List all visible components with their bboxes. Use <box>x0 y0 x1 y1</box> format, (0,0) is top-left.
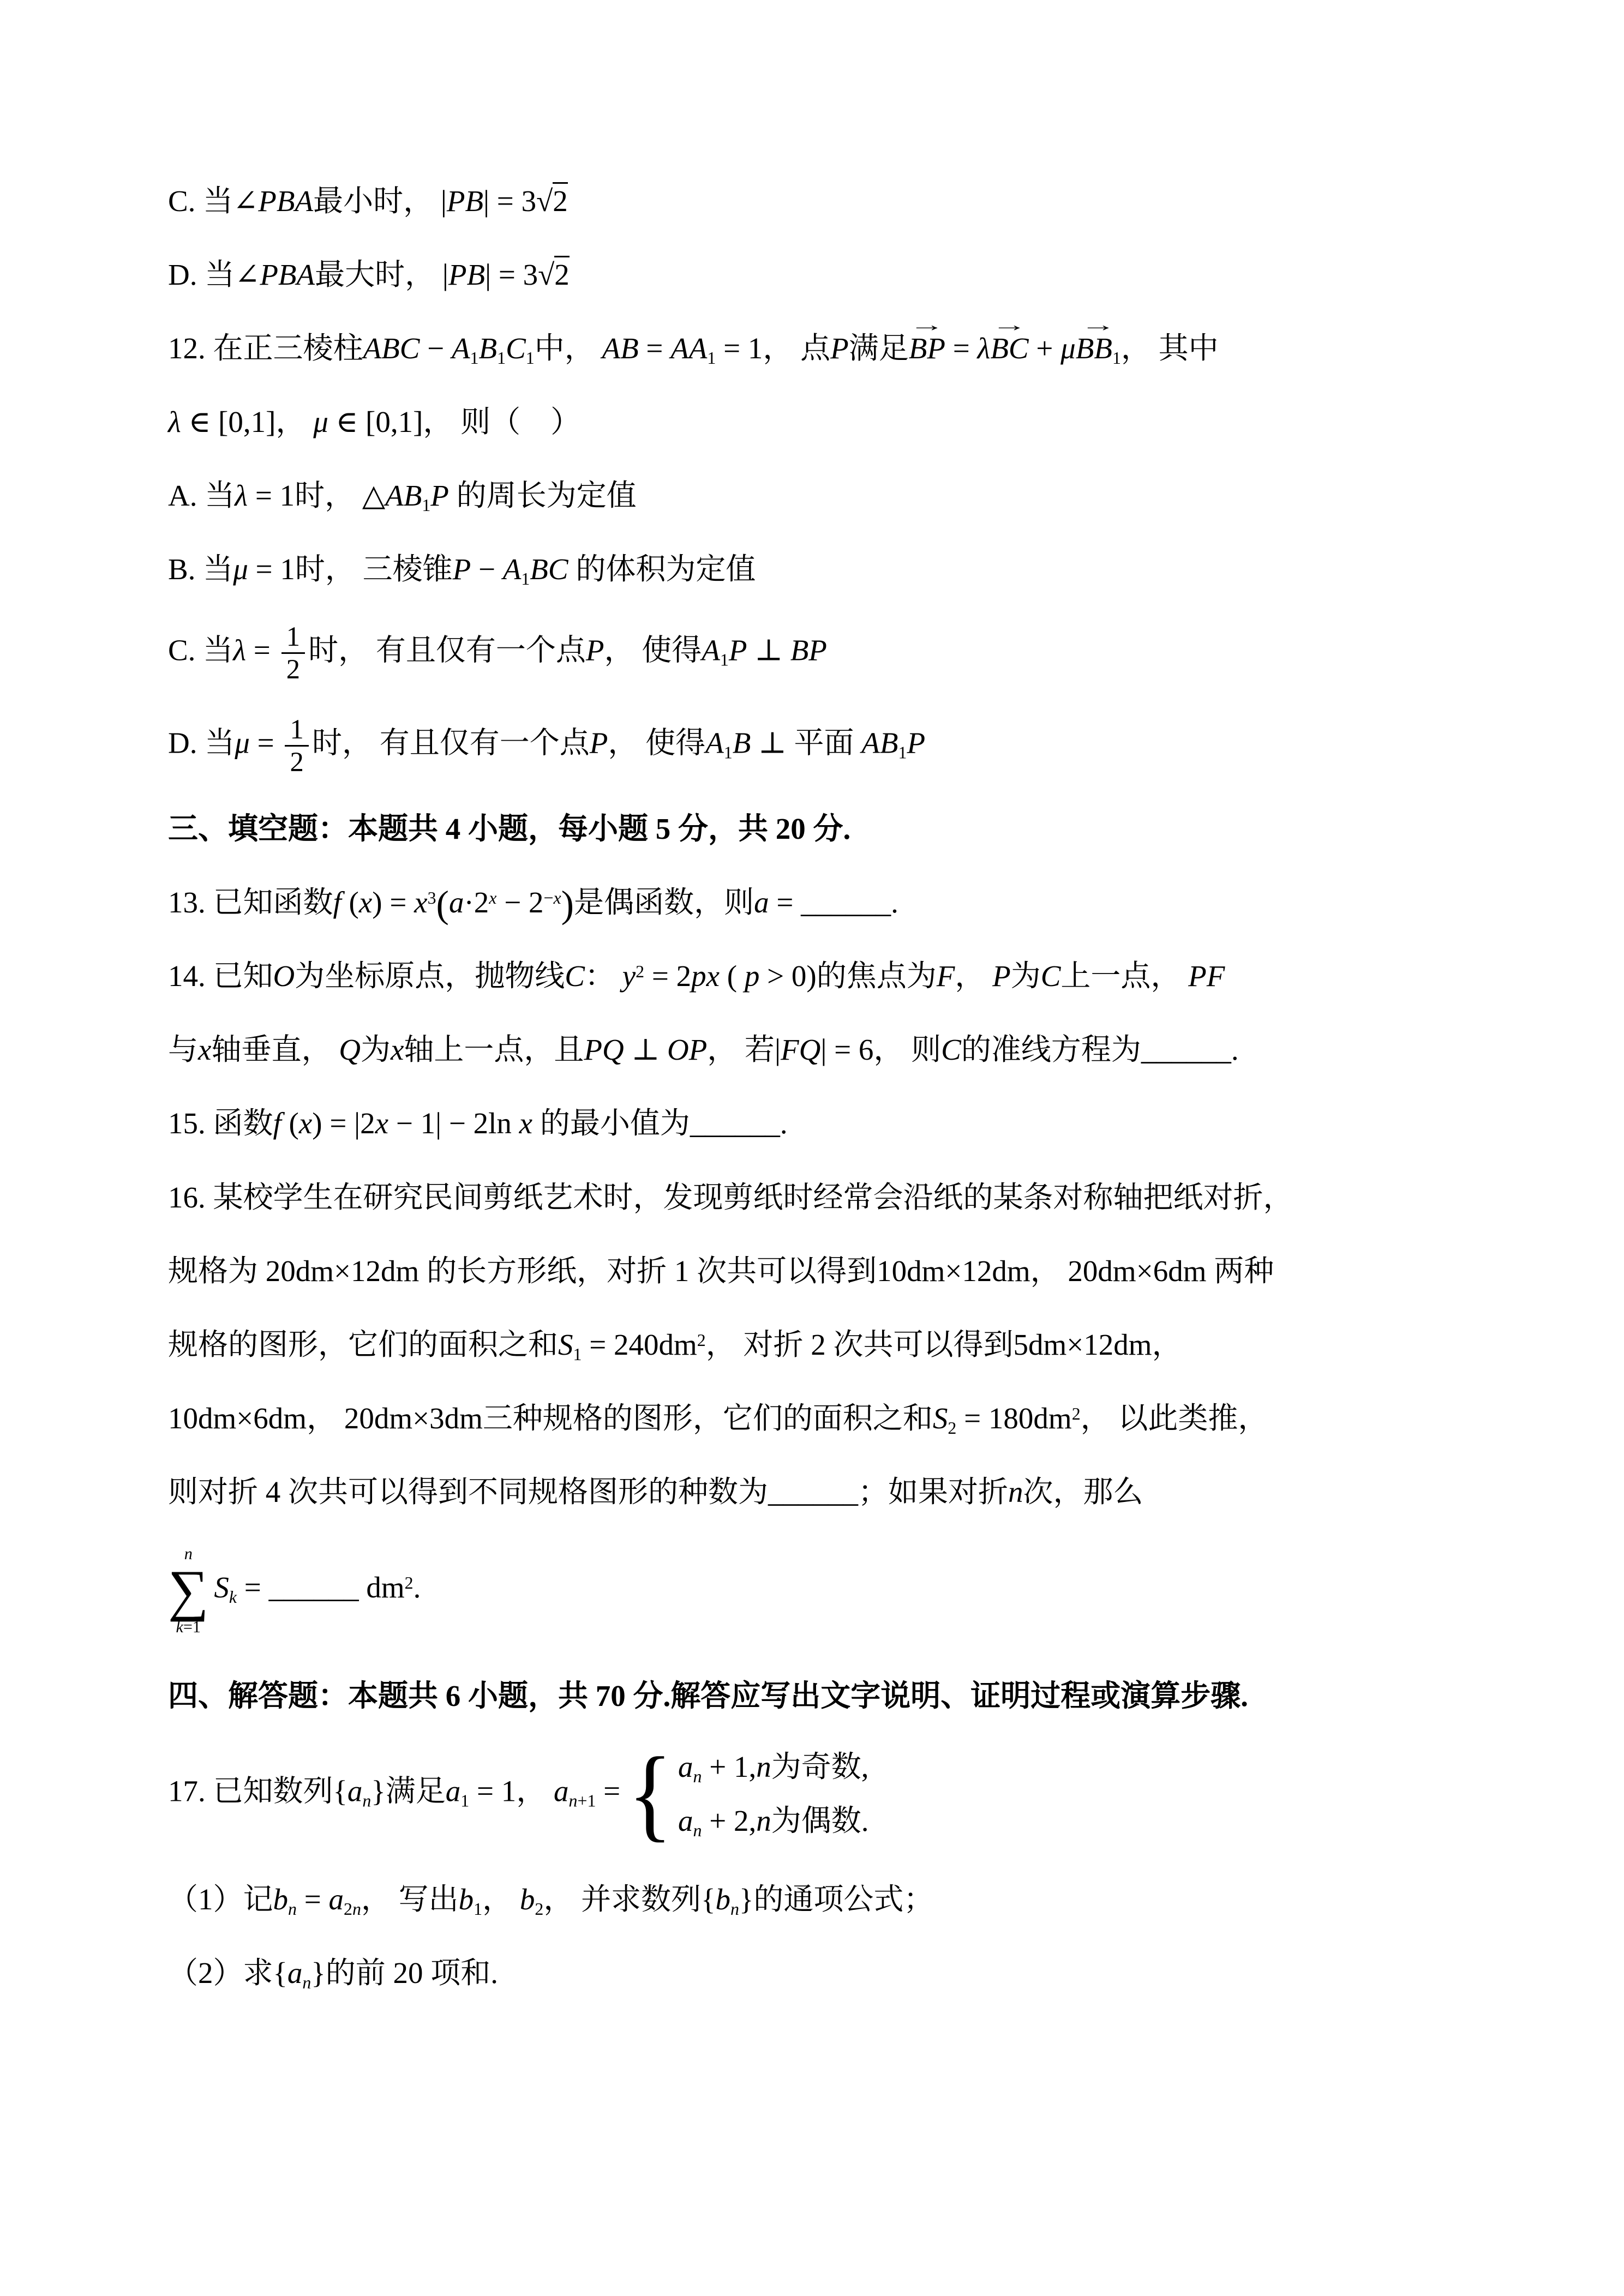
q16-sum-formula-line: n ∑ k=1 $S_k$ = ______ $dm^2$. <box>168 1544 421 1637</box>
q17-stem: 17. 已知数列$\{a_n\}$满足$a_1 = 1$， $a_{n+1}$ = { $a_n + 1,n$为奇数, $a_n + 2,n$为偶数. <box>168 1735 869 1852</box>
section-3-fill-in-heading: 三、填空题：本题共 4 小题，每小题 5 分，共 20 分. <box>168 812 851 846</box>
q12-option-a: A. 当λ = 1时， $\triangle AB_1P$ 的周长为定值 <box>168 479 637 515</box>
q16-line5: 则对折 4 次共可以得到不同规格图形的种数为______；如果对折n次，那么 <box>168 1475 1143 1508</box>
q16-line2: 规格为 20dm×12dm 的长方形纸，对折 1 次共可以得到10dm×12dm， 20dm×6dm 两种 <box>168 1254 1274 1288</box>
q15: 15. 函数f (x) = |2x − 1| − 2ln x 的最小值为______. <box>168 1107 788 1140</box>
q12-option-d: D. 当μ = $\frac{1}{2}$ 时， 有且仅有一个点P， 使得$A_1B$ ⊥ 平面 $AB_1P$ <box>168 713 926 777</box>
q17-part2: （2）求$\{a_n\}$的前 20 项和. <box>168 1956 499 1992</box>
q13: 13. 已知函数f $(x) = x^3(a\cdot 2^x - 2^{-x})$是偶函数，则a = ______. <box>168 883 898 926</box>
q17-part1: （1）记$b_n = a_{2n}$， 写出$b_1$， $b_2$， 并求数列$\{b_n\}$的通项公式； <box>168 1882 934 1919</box>
q14-line2: 与x轴垂直， Q为x轴上一点，且PQ ⊥ OP， 若|FQ| = 6， 则C的准线方程为______. <box>168 1033 1239 1067</box>
q16-line3: 规格的图形，它们的面积之和$S_1 = 240dm^2$， 对折 2 次共可以得到5dm×12dm， <box>168 1327 1182 1364</box>
q12-option-b: B. 当μ = 1时， 三棱锥$P - A_1BC$ 的体积为定值 <box>168 552 756 589</box>
q12-stem-line1: 12. 在正三棱柱ABC − $A_1B_1C_1$中， AB = $AA_1 = 1$， 点P满足 → BP = λ → BC + μ → $BB_1$， 其中 <box>168 315 1219 368</box>
q12-stem-line2: λ ∈ [0,1]， μ ∈ [0,1]， 则（ ） <box>168 405 581 439</box>
q11-option-d: D. 当∠PBA最大时， |PB| = 3√2 <box>168 254 1504 296</box>
q11-option-c: C. 当∠PBA最小时， |PB| = 3√2 <box>168 180 1504 223</box>
q16-line1: 16. 某校学生在研究民间剪纸艺术时，发现剪纸时经常会沿纸的某条对称轴把纸对折， <box>168 1180 1293 1214</box>
q16-line4: 10dm×6dm， 20dm×3dm三种规格的图形，它们的面积之和$S_2 = 180dm^2$， 以此类推， <box>168 1401 1268 1438</box>
q14-line1: 14. 已知O为坐标原点，抛物线C： $y^2 = 2px$ ( p > 0)的焦点为F， P为C上一点， PF <box>168 959 1225 993</box>
section-4-answer-heading: 四、解答题：本题共 6 小题，共 70 分.解答应写出文字说明、证明过程或演算步骤. <box>168 1679 1249 1712</box>
q12-option-c: C. 当λ = $\frac{1}{2}$ 时， 有且仅有一个点P， 使得$A_1P$ ⊥ BP <box>168 621 827 684</box>
